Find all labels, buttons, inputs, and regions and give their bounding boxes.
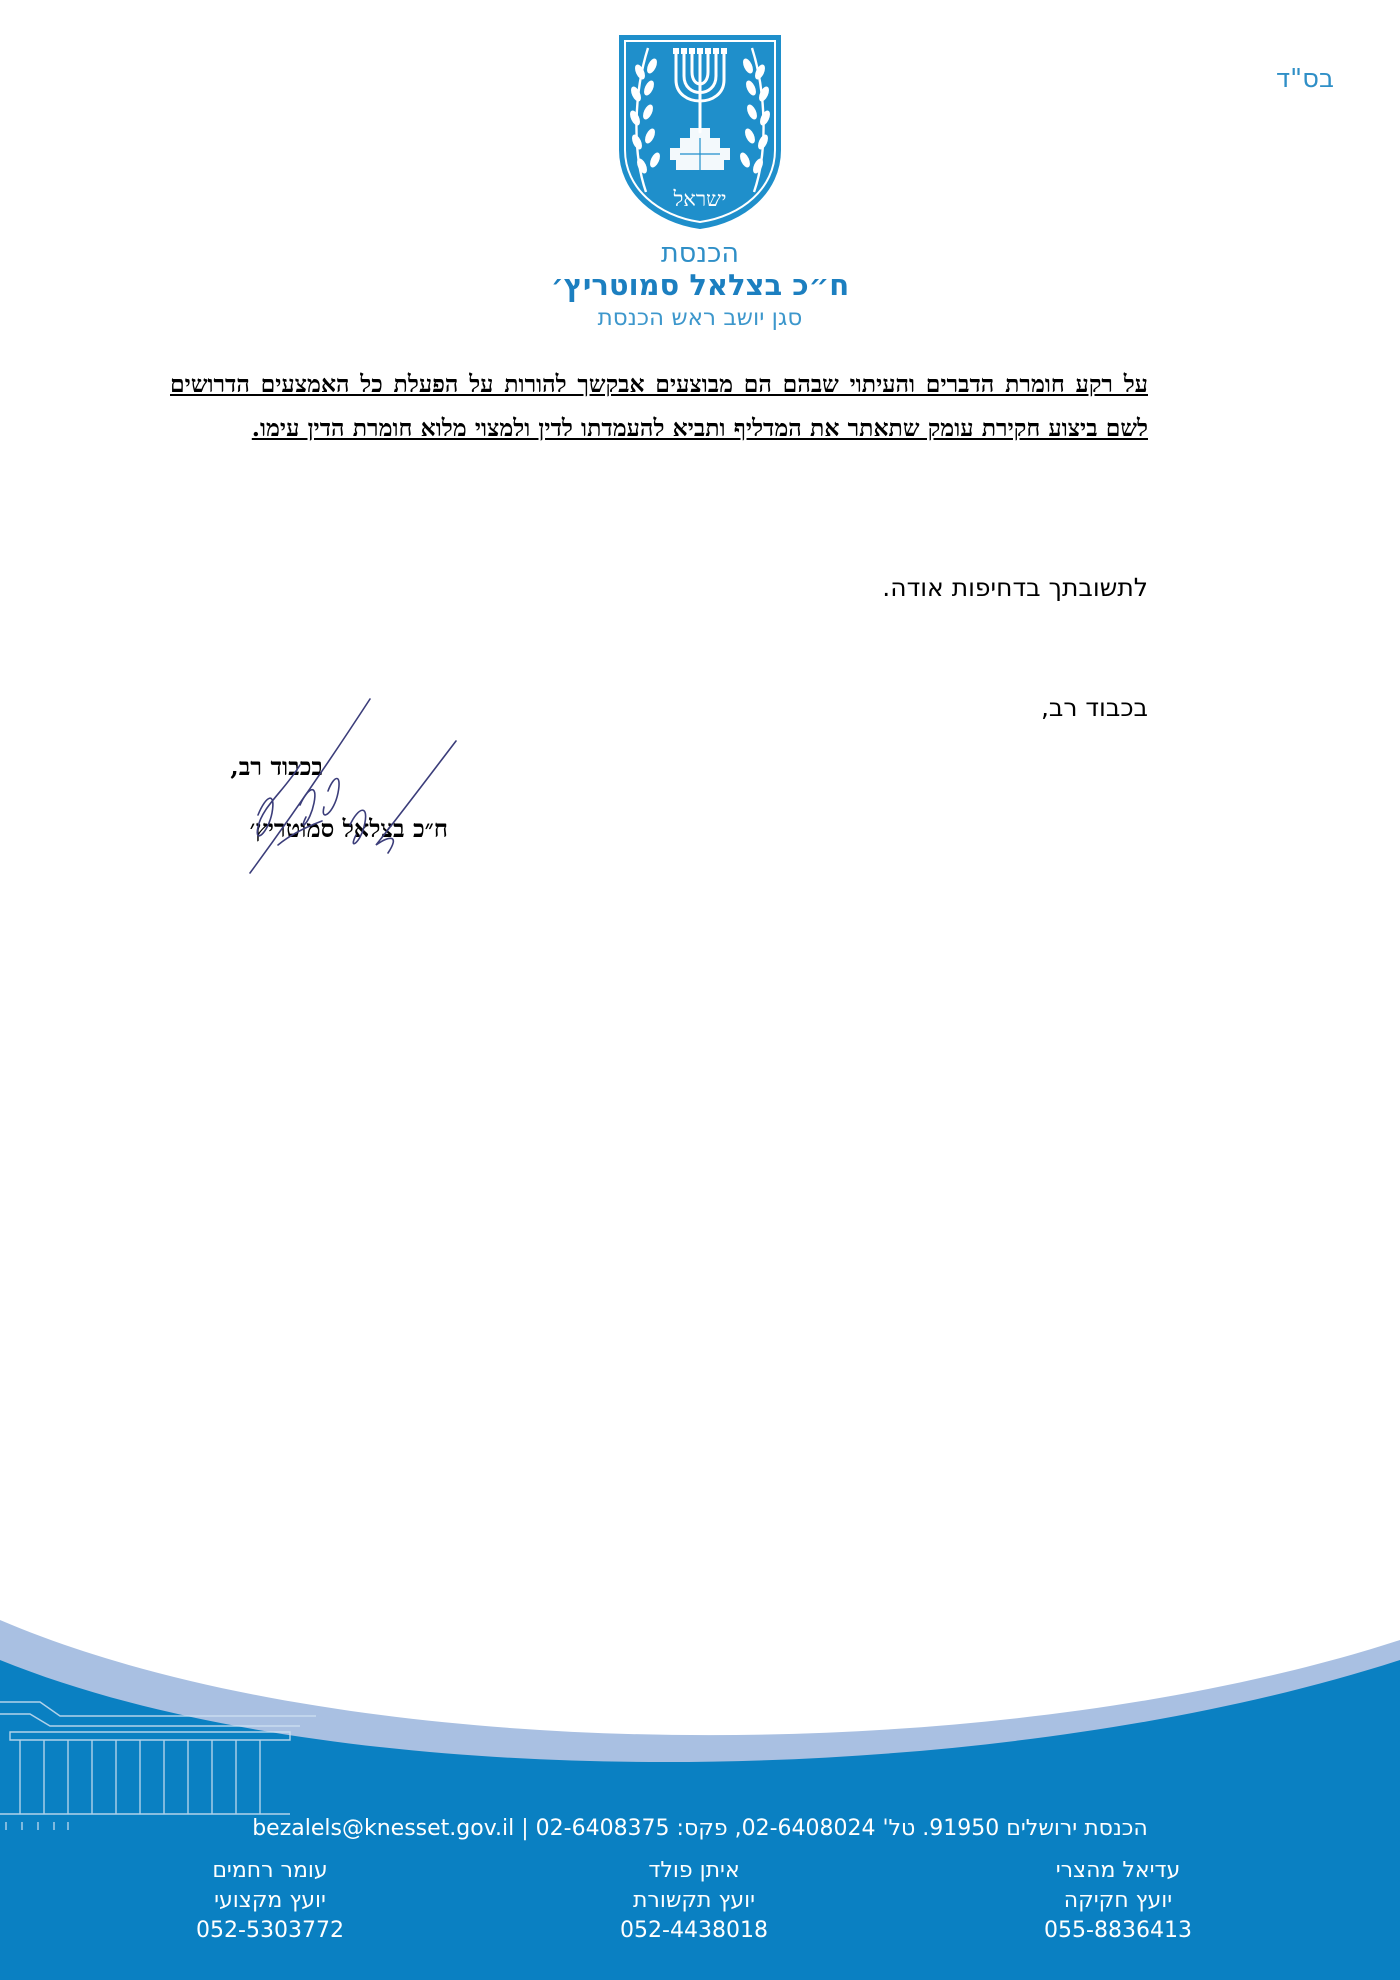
staff-phone: 055-8836413 [1044,1918,1192,1943]
mk-role: סגן יושב ראש הכנסת [597,305,803,331]
staff-phone: 052-5303772 [196,1918,344,1943]
signature-regards: בכבוד רב, [230,752,323,781]
staff-role: יועץ מקצועי [214,1888,326,1913]
staff-name: איתן פולד [648,1858,740,1883]
mk-name: ח״כ בצלאל סמוטריץ׳ [550,268,850,302]
staff-name: עדיאל מהצרי [1055,1858,1181,1883]
menorah-emblem-icon [616,32,784,232]
state-emblem [616,32,784,232]
handwritten-signature [210,695,470,895]
bsd-marker: בס"ד [1275,64,1334,94]
closing-regards: בכבוד רב, [1040,693,1148,722]
svg-text:ישראל: ישראל [673,187,727,211]
signature-name: ח״כ בצלאל סמוטריץ׳ [249,814,448,843]
staff-member [120,1856,420,1946]
staff-phone: 052-4438018 [620,1918,768,1943]
main-paragraph: על רקע חומרת הדברים והעיתוי שבהם הם מבוצעים אבקשך להורות על הפעלת כל האמצעים הדרושים לשם ביצוע חקירת עומק שתאתר את המדליף ותביא להעמדתו לדין ולמצוי מלוא חומרת הדין עימו. [170,370,1148,442]
reply-request: לתשובתך בדחיפות אודה. [882,573,1148,602]
institution-name: הכנסת [661,238,739,269]
staff-role: יועץ תקשורת [632,1888,756,1913]
footer-address: הכנסת ירושלים 91950. טל' 02-6408024, פקס: 02-6408375 | bezalels@knesset.gov.il [252,1816,1148,1841]
staff-name: עומר רחמים [212,1858,328,1883]
staff-member [968,1856,1268,1946]
staff-member [544,1856,844,1946]
staff-role: יועץ חקיקה [1063,1888,1173,1913]
